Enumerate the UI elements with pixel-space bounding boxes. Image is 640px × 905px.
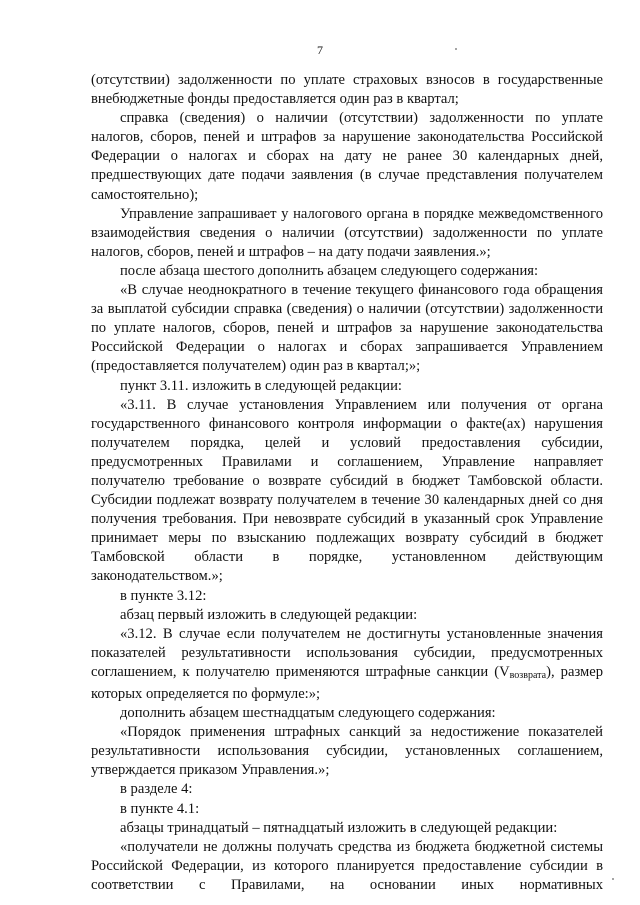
paragraph-13: в разделе 4: xyxy=(120,781,193,798)
subscript-vozvrata: возврата xyxy=(509,669,547,681)
paragraph-11: дополнить абзацем шестнадцатым следующего содержания: xyxy=(120,705,496,722)
scan-speck xyxy=(612,878,614,880)
page-number: 7 xyxy=(317,43,323,57)
paragraph-3: Управление запрашивает у налогового органа в порядке межведомственного взаимодействия сведения о наличии (отсутствии) задолженности по уплате налогов, сборов, пеней и штрафов – на дату подачи заявления.»; xyxy=(91,205,603,260)
paragraph-7: «3.11. В случае установления Управлением или получения от органа государственного финансового контроля информации о факте(ах) нарушения получателем порядка, целей и условий предоставления субсидии, предусмотренных Правилами и соглашением, Управление направляет получателю требование о возврате субсидий в бюджет Тамбовской области. Субсидии подлежат возврату получателем в течение 30 календарных дней со дня получения требования. При невозврате субсидий в указанный срок Управление принимает меры по взысканию подлежащих возврату субсидий в бюджет Тамбовской области в порядке, установленном действующим законодательством.»; xyxy=(91,396,603,585)
paragraph-5: «В случае неоднократного в течение текущего финансового года обращения за выплатой субсидии справка (сведения) о наличии (отсутствии) задолженности по уплате налогов, сборов, пеней и штрафов за нарушение законодательства Российской Федерации о налогах и сборах запрашивается Управлением (предоставляется получателем) один раз в квартал;»; xyxy=(91,282,603,375)
paragraph-16: «получатели не должны получать средства из бюджета бюджетной системы Российской Федерации, из которого планируется предоставление субсидии в соответствии с Правилами, на основании иных нормативных xyxy=(91,838,603,893)
paragraph-15: абзацы тринадцатый – пятнадцатый изложить в следующей редакции: xyxy=(120,819,558,836)
paragraph-10: «3.12. В случае если получателем не достигнуты установленные значения показателей результативности использования субсидии, предусмотренных соглашением, к получателю применяются штрафные санкции $(V_{возврата})$, размер которых определяется по формуле:»; xyxy=(91,625,604,702)
paragraph-12: «Порядок применения штрафных санкций за недостижение показателей результативности использования субсидии, установленных соглашением, утверждается приказом Управления.»; xyxy=(91,724,603,779)
paragraph-6: пункт 3.11. изложить в следующей редакции: xyxy=(120,377,402,394)
paragraph-1: (отсутствии) задолженности по уплате страховых взносов в государственные внебюджетные фонды предоставляется один раз в квартал; xyxy=(91,72,603,108)
paragraph-2: справка (сведения) о наличии (отсутствии) задолженности по уплате налогов, сборов, пеней и штрафов за нарушение законодательства Российской Федерации о налогах и сборах на дату не ранее 30 календарных дней, предшествующих дате подачи заявления (в случае представления получателем самостоятельно); xyxy=(91,110,603,203)
paragraph-4: после абзаца шестого дополнить абзацем следующего содержания: xyxy=(120,262,539,279)
document-body xyxy=(91,71,603,895)
scan-speck xyxy=(455,48,457,50)
paragraph-8: в пункте 3.12: xyxy=(120,587,207,604)
paragraph-9: абзац первый изложить в следующей редакции: xyxy=(120,606,418,623)
paragraph-14: в пункте 4.1: xyxy=(120,800,200,817)
